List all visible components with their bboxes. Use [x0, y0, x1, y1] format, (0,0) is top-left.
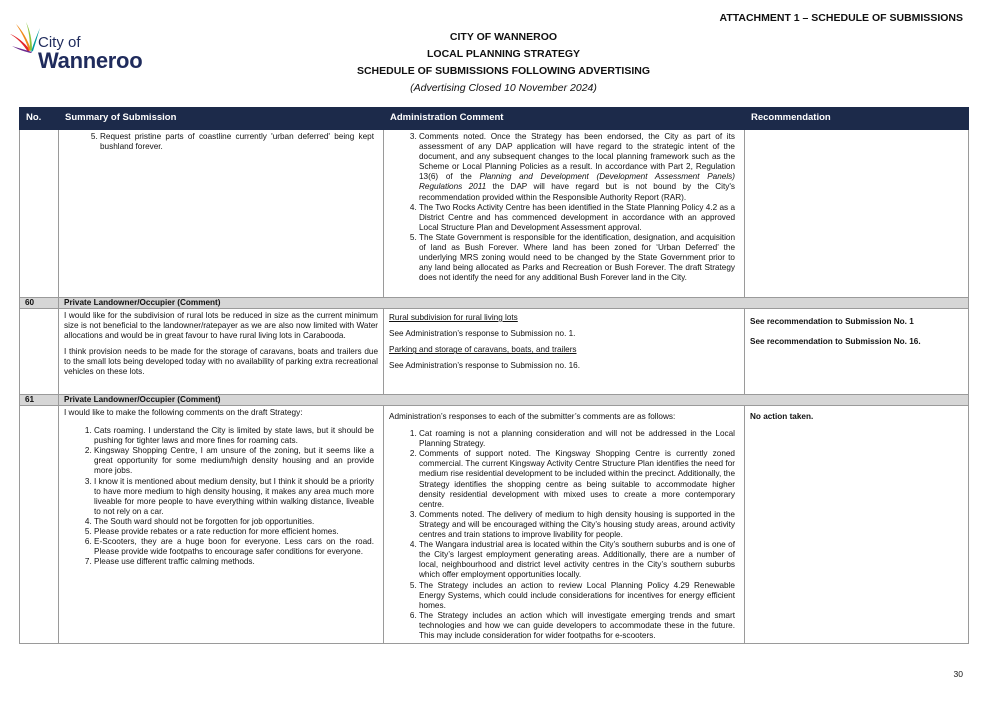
heading-schedule: SCHEDULE OF SUBMISSIONS FOLLOWING ADVERTISING [356, 65, 651, 77]
col-header-summary: Summary of Submission [59, 108, 384, 130]
section-row-61 [20, 395, 969, 406]
summary-item: 5. Request pristine parts of coastline currently 'urban deferred' being kept bushland forever. [100, 132, 378, 152]
comment-item: 3. Comments noted. Once the Strategy has been endorsed, the City as part of its assessment of any DAP application will have regard to the strategic intent of the document, and any subsequent changes to the local planning framework such as the Scheme or Local Planning Policies as a result. In accordance with Part 2, Regulation 13(6) of the Planning and Development (Development Assessment Panels) Regulations 2011 the DAP will have regard but is not bound by the City's recommendation provided within the Responsible Authority Report (RAR). [419, 132, 739, 203]
submissions-table [19, 107, 969, 644]
heading-strategy: LOCAL PLANNING STRATEGY [426, 48, 581, 60]
city-logo [8, 22, 168, 74]
cell-recommendation [745, 406, 969, 644]
list-item: 2. Comments of support noted. The Kingsway Shopping Centre is currently zoned commercial. The current Kingsway Activity Centre Structure Plan identifies the need for medium rise residential development to be included within the precinct. Additionally, the Strategy identifies the shopping centre as being suitable to accommodate higher density residential development with mixed uses to create a more contemporary centre. [419, 449, 739, 510]
heading-city: CITY OF WANNEROO [449, 31, 558, 43]
col-header-comment: Administration Comment [384, 108, 745, 130]
cell-summary [59, 130, 384, 298]
table-row-continued [20, 130, 969, 298]
list-item: 6. The Strategy includes an action which will investigate emerging trends and smart technologies and how we can guide developers to accommodate these in the future. This may include consideration for wider footpaths for e-scooters. [419, 611, 739, 641]
summary-list [64, 426, 378, 567]
list-item: 4. The Wangara industrial area is located within the City’s southern suburbs and is one of the City’s largest employment generating areas. Additionally, there are a number of local, neighbourhood and district level activity centres in the City’s southern suburbs which offer employment opportunities locally. [419, 540, 739, 580]
submission-number: 60 [20, 298, 59, 309]
submitter-type: Private Landowner/Occupier (Comment) [59, 298, 969, 309]
list-item: 4. The South ward should not be forgotten for job opportunities. [94, 517, 378, 527]
list-item: 7. Please use different traffic calming methods. [94, 557, 378, 567]
list-item: 3. I know it is mentioned about medium density, but I think it should be a priority to have more medium to high density housing, it makes any area much more liveable for more people to have everything within walking distance, liveable to not rely on a car. [94, 477, 378, 517]
logo-text-city: City of [38, 34, 81, 51]
comment-paragraph: See Administration’s response to Submission no. 16. [389, 361, 580, 371]
document-heading [300, 29, 707, 97]
summary-paragraph: I would like for the subdivision of rural lots be reduced in size as the current minimum size is not beneficial to the landowner/ratepayer as we are also now limited with Water allocations and would be in great favour to have rural living lots in Carabooda. [64, 311, 378, 341]
recommendation-text: No action taken. [750, 412, 814, 421]
comment-intro: Administration’s responses to each of the submitter’s comments are as follows: [389, 412, 676, 421]
table-header-row [20, 108, 969, 130]
submitter-type: Private Landowner/Occupier (Comment) [59, 395, 969, 406]
recommendation-text: See recommendation to Submission No. 1 [750, 317, 914, 326]
table-row-61 [20, 406, 969, 644]
comment-item: 5. The State Government is responsible for the identification, designation, and acquisition of land as Bush Forever. Where land has been zoned for ‘Urban Deferred’ the underlying MRS zoning would need to be changed by the State Government prior to any land being allocated as Parks and Recreation or Bush Forever. The draft Strategy does not identify the need for any additional Bush Forever land in the City. [419, 233, 739, 283]
submission-number: 61 [20, 395, 59, 406]
list-item: 3. Comments noted. The delivery of medium to high density housing is supported in the Strategy and will be encouraged withing the City’s housing study areas, around activity centres and train stations to improve livability for people. [419, 510, 739, 540]
comment-heading: Parking and storage of caravans, boats, and trailers [389, 345, 577, 355]
heading-subtitle: (Advertising Closed 10 November 2024) [410, 82, 597, 94]
cell-no [20, 130, 59, 298]
cell-recommendation [745, 309, 969, 395]
list-item: 1. Cats roaming. I understand the City is limited by state laws, but it should be pushing for tighter laws and more fines for roaming cats. [94, 426, 378, 446]
cell-no [20, 309, 59, 395]
cell-summary [59, 309, 384, 395]
comment-heading: Rural subdivision for rural living lots [389, 313, 518, 322]
cell-comment [384, 130, 745, 298]
table-row-60 [20, 309, 969, 395]
recommendation-text: See recommendation to Submission No. 16. [750, 337, 921, 347]
list-item: 2. Kingsway Shopping Centre, I am unsure of the zoning, but it seems like a great opportunity for some medium/high density housing and an provide more jobs. [94, 446, 378, 476]
col-header-recommendation: Recommendation [745, 108, 969, 130]
cell-comment [384, 309, 745, 395]
list-item: 1. Cat roaming is not a planning consideration and will not be addressed in the Local Planning Strategy. [419, 429, 739, 449]
attachment-title: ATTACHMENT 1 – SCHEDULE OF SUBMISSIONS [719, 12, 963, 24]
col-header-no: No. [20, 108, 59, 130]
comment-paragraph: See Administration’s response to Submission no. 1. [389, 329, 576, 339]
summary-paragraph: I think provision needs to be made for the storage of caravans, boats and trailers due to the small lots being developed today with no availability of parking extra recreational vehicles on these lots. [64, 347, 378, 377]
cell-no [20, 406, 59, 644]
list-item: 6. E-Scooters, they are a huge boon for everyone. Less cars on the road. Please provide wide footpaths to encourage safer conditions for everyone. [94, 537, 378, 557]
list-item: 5. Please provide rebates or a rate reduction for more efficient homes. [94, 527, 378, 537]
section-row-60 [20, 298, 969, 309]
summary-intro: I would like to make the following comments on the draft Strategy: [64, 408, 303, 417]
list-item: 5. The Strategy includes an action to review Local Planning Policy 4.29 Renewable Energy Systems, which could include considerations for incentives for energy efficient homes. [419, 581, 739, 611]
cell-comment [384, 406, 745, 644]
comment-item: 4. The Two Rocks Activity Centre has been identified in the State Planning Policy 4.2 as a District Centre and has commenced development in accordance with an approved Local Structure Plan and Development Assessment approval. [419, 203, 739, 233]
logo-text-wanneroo: Wanneroo [38, 48, 143, 73]
page-number: 30 [953, 669, 963, 679]
cell-recommendation [745, 130, 969, 298]
comment-list [389, 429, 739, 641]
logo-leaf-icon [8, 22, 42, 62]
cell-summary [59, 406, 384, 644]
